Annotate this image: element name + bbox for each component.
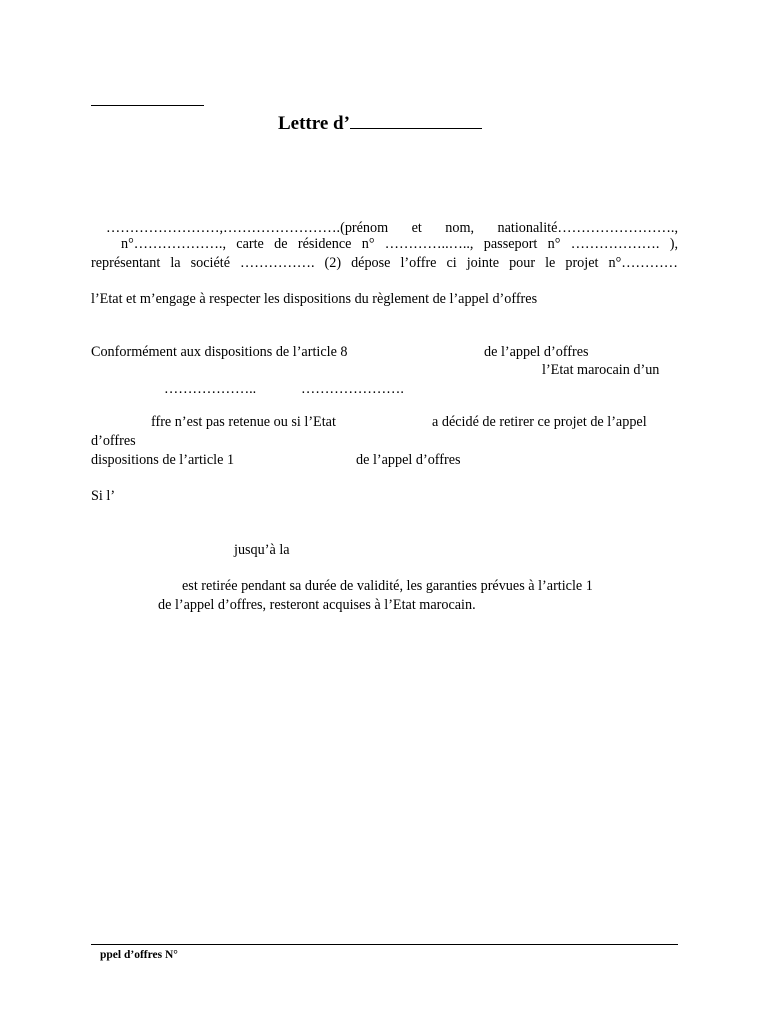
footer-rule xyxy=(91,944,678,945)
paragraph2-text: l’Etat et m’engage à respecter les dispositions du règlement de l’appel d’offres xyxy=(91,291,538,307)
paragraph3-line1-right: de l’appel d’offres xyxy=(484,344,589,360)
paragraph1-line2: n°………………., carte de résidence n° …………..….., passeport n° ………………. ), xyxy=(121,236,678,252)
paragraph3-line3-b: …………………. xyxy=(301,381,404,397)
paragraph5-text: Si l’ xyxy=(91,488,116,504)
letter-title xyxy=(278,110,482,135)
paragraph1-line1: ……………………,…………………….(prénom et nom, nationalité……………………., xyxy=(106,220,678,236)
paragraph3-line3-a: ……………….. xyxy=(164,381,257,397)
paragraph3-line2: l’Etat marocain d’un xyxy=(542,362,660,378)
paragraph4-line3-left: dispositions de l’article 1 xyxy=(91,452,235,468)
title-blank-line xyxy=(350,110,482,129)
paragraph3-line1-left: Conformément aux dispositions de l’article 8 xyxy=(91,344,348,360)
paragraph7-line2: de l’appel d’offres, resteront acquises à l’Etat marocain. xyxy=(158,597,476,613)
title-text: Lettre d’ xyxy=(278,113,350,134)
paragraph4-line2: d’offres xyxy=(91,433,136,449)
paragraph7-line1: est retirée pendant sa durée de validité, les garanties prévues à l’article 1 xyxy=(182,578,593,594)
header-rule xyxy=(91,105,204,106)
paragraph4-line1-left: ffre n’est pas retenue ou si l’Etat xyxy=(151,414,336,430)
paragraph1-line3: représentant la société ……………. (2) dépose l’offre ci jointe pour le projet n°………… xyxy=(91,255,678,271)
paragraph6-text: jusqu’à la xyxy=(234,542,290,558)
paragraph4-line3-right: de l’appel d’offres xyxy=(356,452,461,468)
paragraph4-line1-right: a décidé de retirer ce projet de l’appel xyxy=(432,414,647,430)
footer-text: ppel d’offres N° xyxy=(100,949,178,961)
